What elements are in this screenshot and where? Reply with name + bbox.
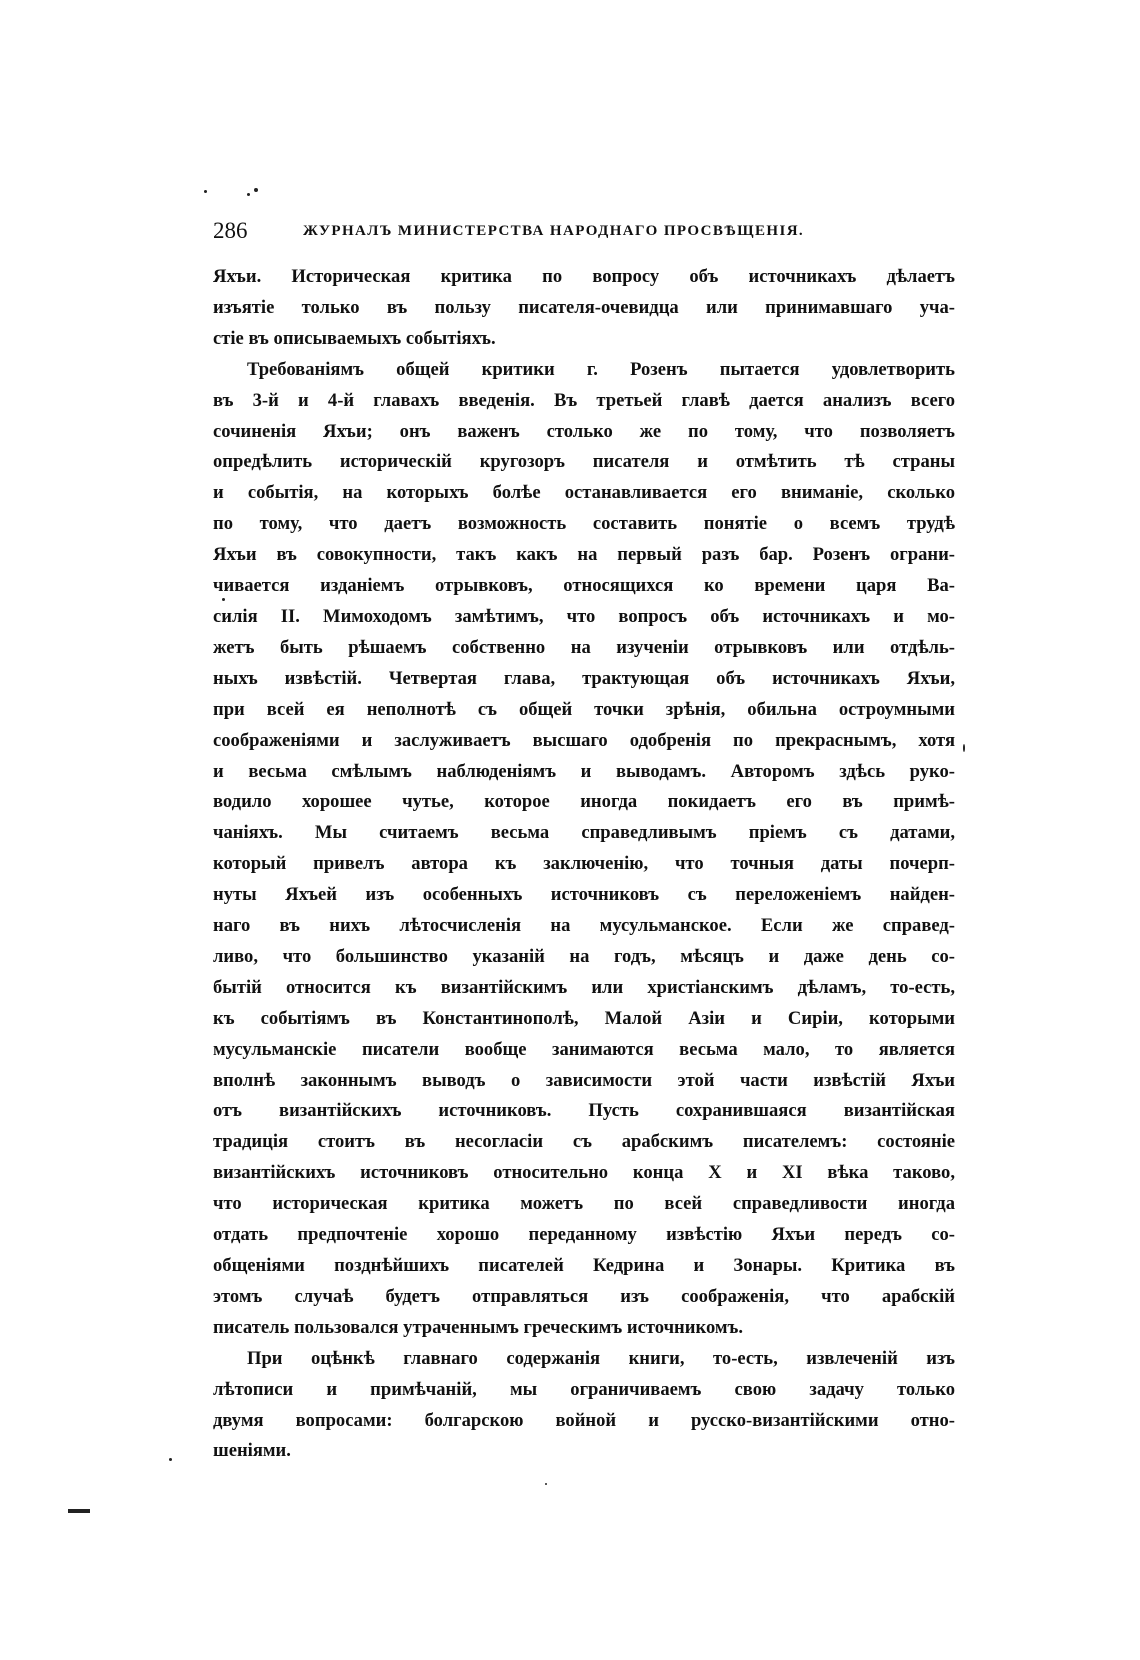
text-line: къ событіямъ въ Константинополѣ, Малой Азіи и Сиріи, которыми [213, 1007, 955, 1029]
paragraph [213, 355, 955, 1344]
text-line: и весьма смѣлымъ наблюденіямъ и выводамъ. Авторомъ здѣсь руко- [213, 760, 955, 782]
page-number: 286 [213, 218, 248, 243]
text-line: при всей ея неполнотѣ съ общей точки зрѣнія, обильна остроумными [213, 698, 955, 720]
text-line: ныхъ извѣстій. Четвертая глава, трактующая объ источникахъ Яхъи, [213, 667, 955, 689]
text-line: наго въ нихъ лѣтосчисленія на мусульманское. Если же справед- [213, 915, 955, 937]
scan-speck [963, 744, 965, 752]
scan-mark [68, 1509, 90, 1513]
scan-speck [254, 188, 258, 192]
scan-speck [247, 193, 250, 196]
text-line: отдать предпочтеніе хорошо переданному извѣстію Яхъи передъ со- [213, 1224, 955, 1246]
article-body [213, 262, 955, 1467]
text-line: стіе въ описываемыхъ событіяхъ. [213, 327, 496, 349]
scan-speck [545, 1483, 547, 1485]
scan-speck [169, 1458, 172, 1461]
text-line: шеніями. [213, 1440, 291, 1462]
text-line: При оцѣнкѣ главнаго содержанія книги, то-есть, извлеченій изъ [247, 1347, 955, 1369]
text-line: общеніями позднѣйшихъ писателей Кедрина и Зонары. Критика въ [213, 1255, 955, 1276]
text-line: сочиненія Яхъи; онъ важенъ столько же по тому, что позволяетъ [213, 420, 955, 442]
text-line: въ 3-й и 4-й главахъ введенія. Въ третьей главѣ дается анализъ всего [213, 389, 955, 411]
text-line: соображеніями и заслуживаетъ высшаго одобренія по прекраснымъ, хотя [213, 729, 955, 751]
text-line: Яхъи. Историческая критика по вопросу объ источникахъ дѣлаетъ [213, 266, 955, 287]
text-line: писатель пользовался утраченнымъ греческимъ источникомъ. [213, 1316, 744, 1338]
text-line: и событія, на которыхъ болѣе останавливается его вниманіе, сколько [213, 482, 955, 504]
text-line: опредѣлить историческій кругозоръ писателя и отмѣтить тѣ страны [213, 451, 955, 473]
text-line: чивается изданіемъ отрывковъ, относящихся ко времени царя Ва- [213, 575, 955, 597]
text-line: Яхъи въ совокупности, такъ какъ на первый разъ бар. Розенъ ограни- [213, 544, 955, 566]
text-line: отъ византійскихъ источниковъ. Пусть сохранившаяся византійская [213, 1100, 955, 1122]
text-line: бытій относится къ византійскимъ или христіанскимъ дѣламъ, то-есть, [213, 976, 955, 998]
running-title: ЖУРНАЛЪ МИНИСТЕРСТВА НАРОДНАГО ПРОСВѢЩЕНІЯ. [303, 223, 805, 239]
text-line: силія II. Мимоходомъ замѣтимъ, что вопросъ объ источникахъ и мо- [213, 605, 955, 627]
text-line: нуты Яхъей изъ особенныхъ источниковъ съ переложеніемъ найден- [213, 884, 955, 906]
text-line: традиція стоитъ въ несогласіи съ арабскимъ писателемъ: состояніе [213, 1131, 955, 1153]
text-line: лѣтописи и примѣчаній, мы ограничиваемъ свою задачу только [213, 1378, 955, 1400]
text-line: византійскихъ источниковъ относительно конца X и XI вѣка таково, [213, 1162, 955, 1184]
scan-speck [204, 190, 207, 193]
paragraph [213, 262, 955, 355]
text-line: вполнѣ законнымъ выводъ о зависимости этой части извѣстій Яхъи [213, 1069, 955, 1091]
text-line: Требованіямъ общей критики г. Розенъ пытается удовлетворить [247, 358, 955, 380]
text-line: этомъ случаѣ будетъ отправляться изъ соображенія, что арабскій [213, 1285, 955, 1307]
text-line: который привелъ автора къ заключенію, что точныя даты почерп- [213, 853, 955, 875]
text-line: изъятіе только въ пользу писателя-очевидца или принимавшаго уча- [213, 296, 955, 318]
text-line: мусульманскіе писатели вообще занимаются весьма мало, то является [213, 1038, 955, 1060]
text-line: жетъ быть рѣшаемъ собственно на изученіи отрывковъ или отдѣль- [213, 636, 955, 658]
paragraph [213, 1344, 955, 1468]
text-line: что историческая критика можетъ по всей справедливости иногда [213, 1193, 955, 1215]
page-header [213, 218, 863, 248]
text-line: двумя вопросами: болгарскою войной и русско-византійскими отно- [213, 1409, 955, 1431]
text-line: водило хорошее чутье, которое иногда покидаетъ его въ примѣ- [213, 791, 955, 813]
text-line: ливо, что большинство указаній на годъ, мѣсяцъ и даже день со- [213, 945, 955, 967]
text-line: чаніяхъ. Мы считаемъ весьма справедливымъ пріемъ съ датами, [213, 822, 955, 844]
text-line: по тому, что даетъ возможность составить понятіе о всемъ трудѣ [213, 513, 955, 535]
